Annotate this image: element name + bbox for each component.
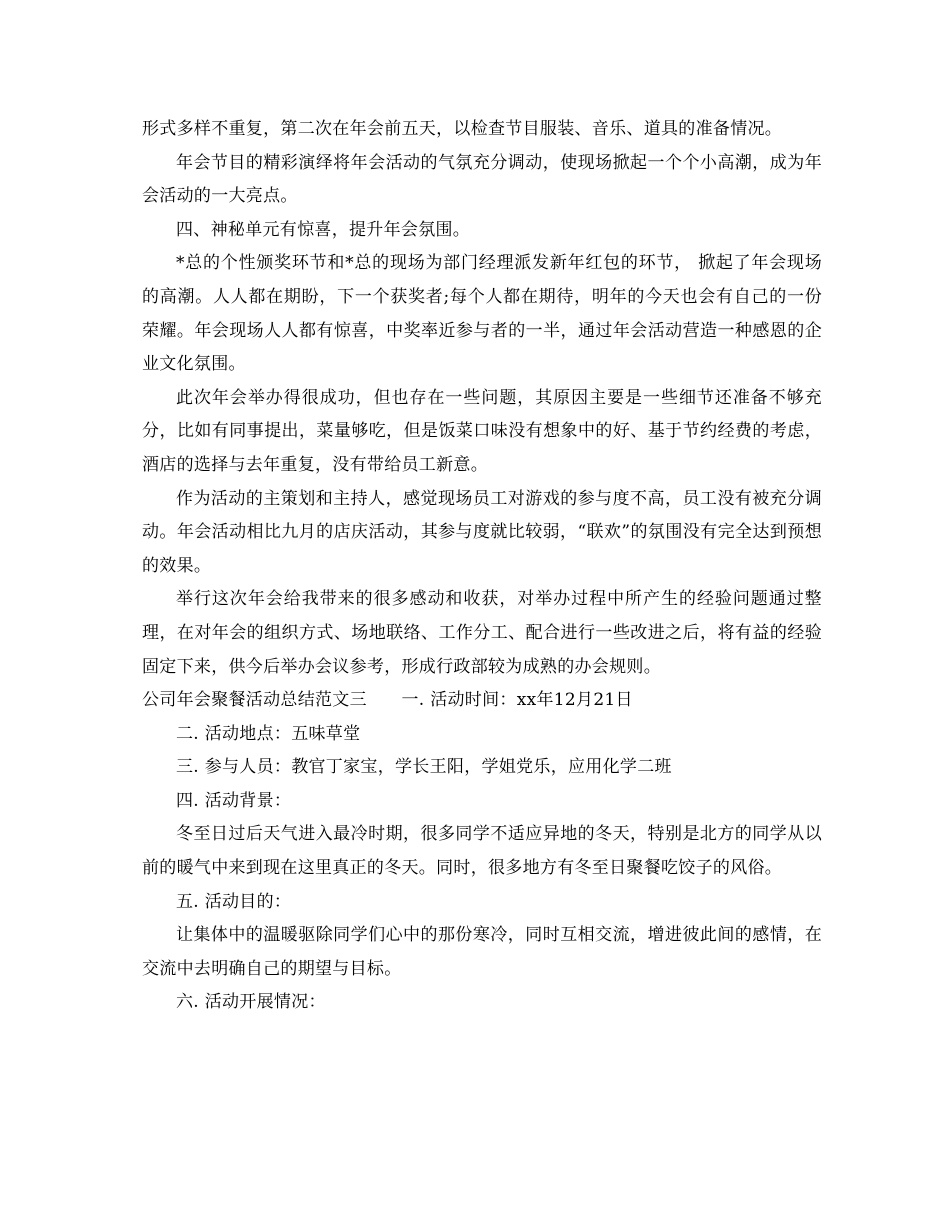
paragraph: 让集体中的温暖驱除同学们心中的那份寒冷，同时互相交流，增进彼此间的感情，在交流中去明确自己的期望与目标。 xyxy=(142,925,822,979)
paragraph: *总的个性颁奖环节和*总的现场为部门经理派发新年红包的环节， 掀起了年会现场的高潮。人人都在期盼，下一个获奖者;每个人都在期待，明年的今天也会有自己的一份荣耀。年会现场人人都有惊喜，中奖率近参与者的一半，通过年会活动营造一种感恩的企业文化氛围。 xyxy=(142,253,822,375)
paragraph: 形式多样不重复，第二次在年会前五天，以检查节目服装、音乐、道具的准备情况。 xyxy=(142,119,783,139)
section-title: 公司年会聚餐活动总结范文三 一. 活动时间：xx年12月21日 xyxy=(142,690,633,711)
paragraph: 此次年会举办得很成功，但也存在一些问题，其原因主要是一些细节还准备不够充分，比如有同事提出，菜量够吃，但是饭菜口味没有想象中的好、基于节约经费的考虑，酒店的选择与去年重复，没有带给员工新意。 xyxy=(142,387,822,475)
paragraph: 作为活动的主策划和主持人，感觉现场员工对游戏的参与度不高，员工没有被充分调动。年会活动相比九月的店庆活动，其参与度就比较弱，“联欢”的氛围没有完全达到预想的效果。 xyxy=(142,488,822,576)
list-item: 四. 活动背景： xyxy=(176,790,292,811)
list-item: 二. 活动地点：五味草堂 xyxy=(176,723,361,744)
paragraph: 年会节目的精彩演绎将年会活动的气氛充分调动，使现场掀起一个个小高潮，成为年会活动的一大亮点。 xyxy=(142,152,822,207)
list-item: 三. 参与人员：教官丁家宝，学长王阳，学姐党乐，应用化学二班 xyxy=(176,757,672,778)
list-item: 五. 活动目的： xyxy=(176,891,292,912)
paragraph: 举行这次年会给我带来的很多感动和收获，对举办过程中所产生的经验问题通过整理，在对年会的组织方式、场地联络、工作分工、配合进行一些改进之后，将有益的经验固定下来，供今后举办会议参考，形成行政部较为成熟的办会规则。 xyxy=(142,589,822,677)
section-heading: 四、神秘单元有惊喜，提升年会氛围。 xyxy=(176,219,471,240)
paragraph: 冬至日过后天气进入最冷时期，很多同学不适应异地的冬天，特别是北方的同学从以前的暖气中来到现在这里真正的冬天。同时，很多地方有冬至日聚餐吃饺子的风俗。 xyxy=(142,824,822,879)
document-body xyxy=(142,113,822,1020)
list-item: 六. 活动开展情况： xyxy=(176,992,326,1013)
